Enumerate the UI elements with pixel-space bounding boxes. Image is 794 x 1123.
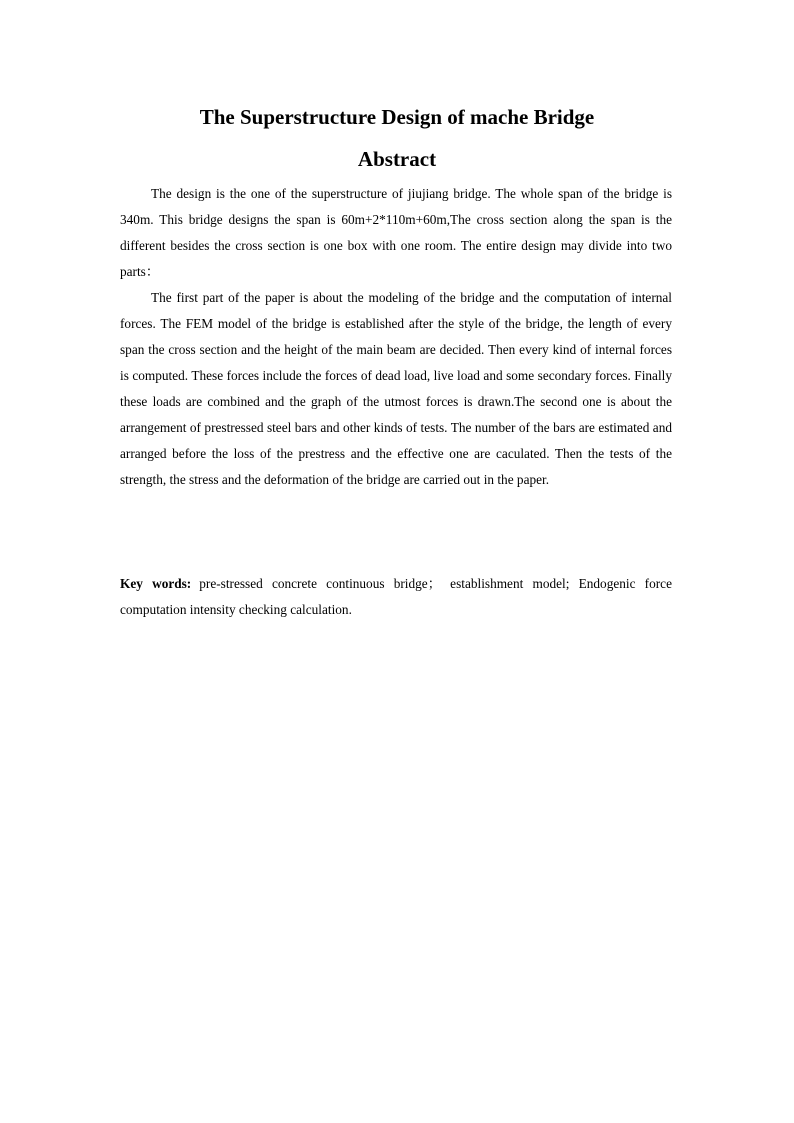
keywords-line bbox=[120, 571, 672, 623]
abstract-body bbox=[120, 181, 672, 493]
abstract-paragraph-1: The design is the one of the superstructure of jiujiang bridge. The whole span of the bridge is 340m. This bridge designs the span is 60m+2*110m+60m,The cross section along the span is the different besides the cross section is one box with one room. The entire design may divide into two parts： bbox=[120, 186, 672, 279]
keywords-label: Key words: bbox=[120, 576, 192, 591]
abstract-paragraph-2: The first part of the paper is about the modeling of the bridge and the computation of internal forces. The FEM model of the bridge is established after the style of the bridge, the length of every span the cross section and the height of the main beam are decided. Then every kind of internal forces is computed. These forces include the forces of dead load, live load and some secondary forces. Finally these loads are combined and the graph of the utmost forces is drawn.The second one is about the arrangement of prestressed steel bars and other kinds of tests. The number of the bars are estimated and arranged before the loss of the prestress and the effective one are caculated. Then the tests of the strength, the stress and the deformation of the bridge are carried out in the paper. bbox=[120, 290, 672, 487]
document-title: The Superstructure Design of mache Bridge bbox=[199, 105, 595, 129]
abstract-heading: Abstract bbox=[357, 147, 437, 171]
keywords-text: pre-stressed concrete continuous bridge； establishment model; Endogenic force computation intensity checking calculation. bbox=[120, 576, 672, 617]
